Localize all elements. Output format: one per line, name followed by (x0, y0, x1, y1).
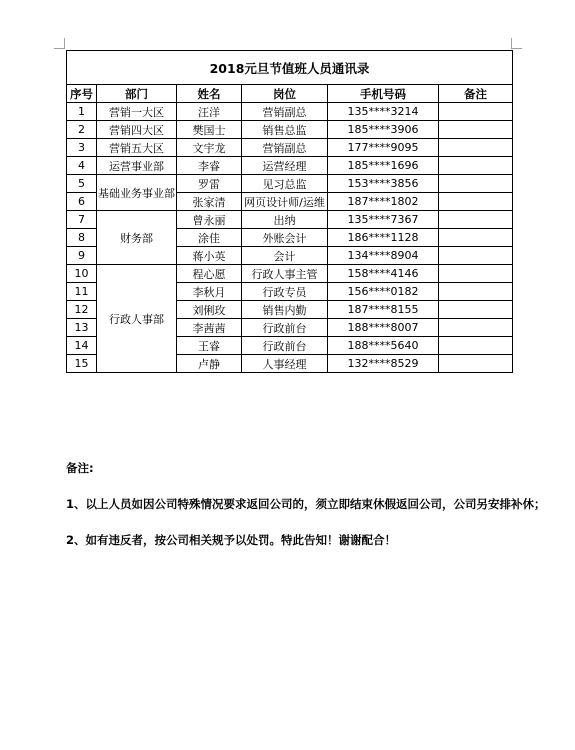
phone-cell: 153****3856 (328, 175, 439, 193)
table-row (67, 211, 513, 229)
table-row (67, 103, 513, 121)
remark-cell (439, 265, 513, 283)
row-number: 15 (67, 355, 97, 373)
column-header-department: 部门 (97, 85, 177, 103)
position-cell: 外账会计 (242, 229, 328, 247)
row-number: 2 (67, 121, 97, 139)
column-header-name: 姓名 (177, 85, 242, 103)
name-cell: 文宇龙 (177, 139, 242, 157)
remark-cell (439, 319, 513, 337)
page-corner-mark-right (511, 38, 522, 49)
position-cell: 见习总监 (242, 175, 328, 193)
department-cell: 财务部 (97, 211, 177, 265)
row-number: 5 (67, 175, 97, 193)
name-cell: 曾永丽 (177, 211, 242, 229)
name-cell: 汪洋 (177, 103, 242, 121)
remark-cell (439, 103, 513, 121)
row-number: 12 (67, 301, 97, 319)
row-number: 14 (67, 337, 97, 355)
document-title: 2018元旦节值班人员通讯录 (67, 51, 513, 85)
phone-cell: 158****4146 (328, 265, 439, 283)
position-cell: 销售总监 (242, 121, 328, 139)
position-cell: 人事经理 (242, 355, 328, 373)
phone-cell: 132****8529 (328, 355, 439, 373)
remark-cell (439, 301, 513, 319)
position-cell: 运营经理 (242, 157, 328, 175)
department-cell: 行政人事部 (97, 265, 177, 373)
name-cell: 刘俐玫 (177, 301, 242, 319)
position-cell: 行政人事主管 (242, 265, 328, 283)
remark-cell (439, 139, 513, 157)
name-cell: 李茜茜 (177, 319, 242, 337)
position-cell: 行政前台 (242, 319, 328, 337)
position-cell: 行政前台 (242, 337, 328, 355)
remark-cell (439, 355, 513, 373)
notes-item-2: 2、如有违反者，按公司相关规予以处罚。特此告知！谢谢配合！ (66, 533, 396, 547)
phone-cell: 177****9095 (328, 139, 439, 157)
phone-cell: 188****8007 (328, 319, 439, 337)
name-cell: 罗雷 (177, 175, 242, 193)
column-header-phone: 手机号码 (328, 85, 439, 103)
row-number: 10 (67, 265, 97, 283)
table-row (67, 121, 513, 139)
row-number: 3 (67, 139, 97, 157)
row-number: 13 (67, 319, 97, 337)
phone-cell: 156****0182 (328, 283, 439, 301)
position-cell: 销售内勤 (242, 301, 328, 319)
department-cell: 营销五大区 (97, 139, 177, 157)
remark-cell (439, 157, 513, 175)
row-number: 11 (67, 283, 97, 301)
remark-cell (439, 193, 513, 211)
phone-cell: 185****1696 (328, 157, 439, 175)
name-cell: 李睿 (177, 157, 242, 175)
remark-cell (439, 229, 513, 247)
remark-cell (439, 283, 513, 301)
phone-cell: 187****8155 (328, 301, 439, 319)
remark-cell (439, 211, 513, 229)
table-row (67, 175, 513, 193)
row-number: 1 (67, 103, 97, 121)
department-cell: 基础业务事业部 (97, 175, 177, 211)
phone-cell: 185****3906 (328, 121, 439, 139)
row-number: 9 (67, 247, 97, 265)
phone-cell: 188****5640 (328, 337, 439, 355)
remark-cell (439, 121, 513, 139)
name-cell: 樊国士 (177, 121, 242, 139)
page-corner-mark-left (54, 38, 65, 49)
department-cell: 营销一大区 (97, 103, 177, 121)
row-number: 4 (67, 157, 97, 175)
name-cell: 李秋月 (177, 283, 242, 301)
row-number: 6 (67, 193, 97, 211)
position-cell: 会计 (242, 247, 328, 265)
phone-cell: 186****1128 (328, 229, 439, 247)
remark-cell (439, 337, 513, 355)
notes-item-1: 1、以上人员如因公司特殊情况要求返回公司的，须立即结束休假返回公司，公司另安排补休； (66, 497, 546, 511)
position-cell: 营销副总 (242, 139, 328, 157)
position-cell: 网页设计师/运维 (242, 193, 328, 211)
position-cell: 出纳 (242, 211, 328, 229)
remark-cell (439, 247, 513, 265)
notes-section (66, 458, 546, 551)
name-cell: 张家清 (177, 193, 242, 211)
position-cell: 行政专员 (242, 283, 328, 301)
column-header-position: 岗位 (242, 85, 328, 103)
phone-cell: 134****8904 (328, 247, 439, 265)
row-number: 8 (67, 229, 97, 247)
department-cell: 营销四大区 (97, 121, 177, 139)
column-header-no: 序号 (67, 85, 97, 103)
position-cell: 营销副总 (242, 103, 328, 121)
name-cell: 王睿 (177, 337, 242, 355)
table-row (67, 265, 513, 283)
notes-heading: 备注: (66, 461, 94, 475)
column-header-remark: 备注 (439, 85, 513, 103)
name-cell: 卢静 (177, 355, 242, 373)
row-number: 7 (67, 211, 97, 229)
name-cell: 涂佳 (177, 229, 242, 247)
remark-cell (439, 175, 513, 193)
duty-roster-table (66, 50, 513, 373)
table-row (67, 157, 513, 175)
name-cell: 程心愿 (177, 265, 242, 283)
table-row (67, 139, 513, 157)
department-cell: 运营事业部 (97, 157, 177, 175)
phone-cell: 187****1802 (328, 193, 439, 211)
phone-cell: 135****7367 (328, 211, 439, 229)
name-cell: 蒋小英 (177, 247, 242, 265)
phone-cell: 135****3214 (328, 103, 439, 121)
